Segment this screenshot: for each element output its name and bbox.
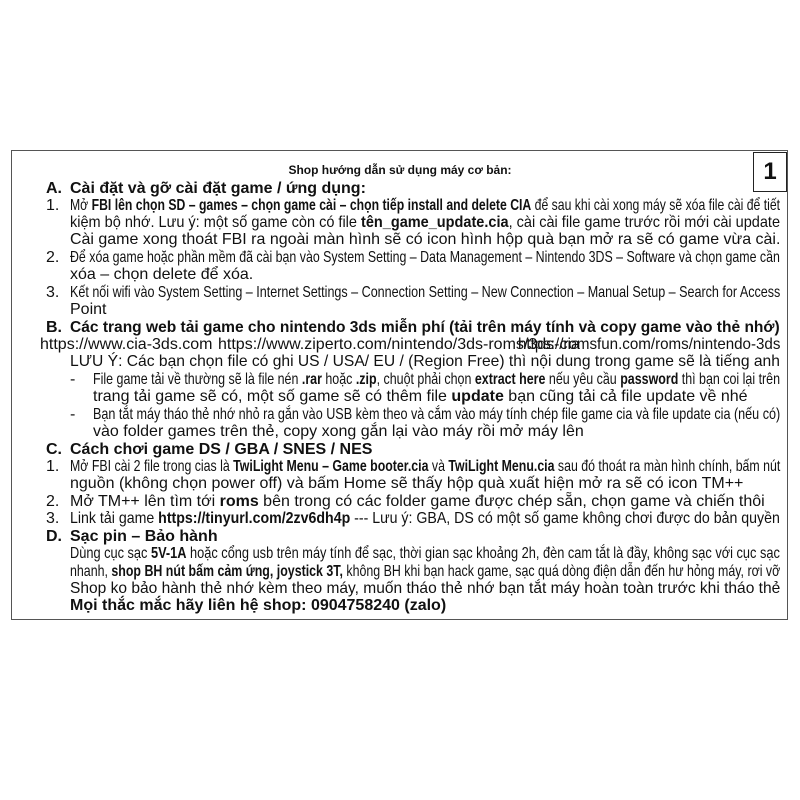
game-download-link[interactable]: https://tinyurl.com/2zv6dh4p [158, 510, 351, 527]
section-c-letter: C. [46, 441, 62, 458]
charging-line1: Dùng cục sạc 5V-1A hoặc cổng usb trên máy tính để sạc, thời gian sạc khoảng 2h, đèn cam tắt là đầy, không sạc với cục sạc [70, 545, 780, 562]
document-title: Shop hướng dẫn sử dụng máy cơ bản: [288, 163, 512, 177]
item-c1-line1: Mở FBI cài 2 file trong cias là TwiLight Menu – Game booter.cia và TwiLight Menu.cia sau đó thoát ra màn hình chính, bấm nút [70, 458, 781, 475]
section-a-letter: A. [46, 180, 62, 197]
bullet-b2-line2: vào folder games trên thẻ, copy xong gắn lại vào máy rồi mở máy lên [93, 423, 584, 440]
item-a3-number: 3. [46, 284, 60, 301]
section-a-heading: Cài đặt và gỡ cài đặt game / ứng dụng: [70, 180, 366, 197]
item-c3-line1: Link tải game https://tinyurl.com/2zv6dh4p --- Lưu ý: GBA, DS có một số game không chơi được do bản quyền [70, 510, 780, 527]
bullet-b2-line1: Bạn tắt máy tháo thẻ nhớ nhỏ ra gắn vào USB kèm theo và cắm vào máy tính chép file game cia và file update cia (nếu có) [93, 406, 781, 423]
link-cia-3ds[interactable]: https://www.cia-3ds.com [40, 336, 213, 353]
item-c3-number: 3. [46, 510, 60, 527]
section-b-heading: Các trang web tải game cho nintendo 3ds miễn phí (tải trên máy tính và copy game vào thẻ nhớ) [70, 319, 780, 336]
item-a2-line1: Để xóa game hoặc phần mềm đã cài bạn vào System Setting – Data Management – Nintendo 3DS – Software và chọn game cần [70, 249, 780, 266]
item-c1-line2: nguồn (không chọn power off) và bấm Home sẽ thấy hộp quà xuất hiện mở ra sẽ có icon TM++ [70, 475, 744, 492]
section-b-letter: B. [46, 319, 62, 336]
section-d-letter: D. [46, 528, 62, 545]
item-a1-line2: kiệm bộ nhớ. Lưu ý: một số game còn có file tên_game_update.cia, cài cài file game trước rồi mới cài update [70, 214, 781, 231]
bullet-b2-dash: - [70, 406, 76, 423]
item-a1-number: 1. [46, 197, 60, 214]
page-number-badge: 1 [753, 152, 787, 192]
item-a1-line1: Mở FBI lên chọn SD – games – chọn game cài – chọn tiếp install and delete CIA để sau khi cài xong máy sẽ xóa file cài để tiết [70, 197, 781, 214]
bullet-b1-dash: - [70, 371, 76, 388]
item-a3-line1: Kết nối wifi vào System Setting – Internet Settings – Connection Setting – New Connection – Manual Setup – Search for Access [70, 284, 781, 301]
section-d-heading: Sạc pin – Bảo hành [70, 528, 218, 545]
item-a1-line3: Cài game xong thoát FBI ra ngoài màn hình sẽ có icon hình hộp quà bạn mở ra sẽ có game vừa cài. [70, 231, 781, 248]
item-c1-number: 1. [46, 458, 60, 475]
charging-line2: nhanh, shop BH nút bấm cảm ứng, joystick 3T, không BH khi bạn hack game, sạc quá dòng điện dẫn đến hư hỏng máy, rơi vỡ [70, 563, 781, 580]
charging-line3: Shop ko bảo hành thẻ nhớ kèm theo máy, muốn tháo thẻ nhớ bạn tắt máy hoàn toàn trước khi tháo thẻ [70, 580, 781, 597]
contact-line: Mọi thắc mắc hãy liên hệ shop: 0904758240 (zalo) [70, 597, 447, 614]
link-ziperto[interactable]: https://www.ziperto.com/nintendo/3ds-roms/3ds-cia [218, 336, 580, 353]
section-c-heading: Cách chơi game DS / GBA / SNES / NES [70, 441, 373, 458]
link-romsfun[interactable]: https://romsfun.com/roms/nintendo-3ds [518, 336, 781, 353]
item-a2-number: 2. [46, 249, 60, 266]
region-note: LƯU Ý: Các bạn chọn file có ghi US / USA/ EU / (Region Free) thì nội dung trong game sẽ là tiếng anh [70, 353, 780, 370]
bullet-b1-line2: trang tải game sẽ có, một số game sẽ có thêm file update bạn cũng tải cả file update về nhé [93, 388, 748, 405]
bullet-b1-line1: File game tải về thường sẽ là file nén .rar hoặc .zip, chuột phải chọn extract here nếu yêu cầu password thì bạn coi lại trên [93, 371, 781, 388]
item-a2-line2: xóa – chọn delete để xóa. [70, 266, 254, 283]
item-a3-line2: Point [70, 301, 107, 318]
item-c2-number: 2. [46, 493, 60, 510]
item-c2-line1: Mở TM++ lên tìm tới roms bên trong có các folder game được chép sẵn, chọn game và chiến thôi [70, 493, 765, 510]
